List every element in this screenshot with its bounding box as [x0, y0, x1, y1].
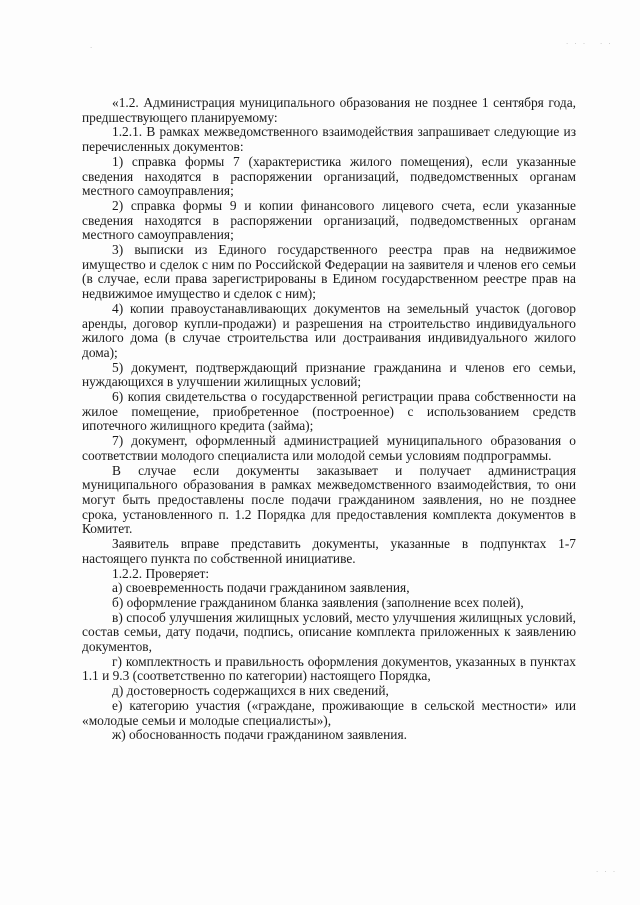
paragraph-1-2-1: 1.2.1. В рамках межведомственного взаимодействия запрашивает следующие из перечисленных документов: — [82, 124, 576, 155]
scan-artifact: · · · — [596, 868, 618, 876]
check-item-g: г) комплектность и правильность оформления документов, указанных в пунктах 1.1 и 9.3 (соответственно по категории) настоящего Порядка, — [82, 653, 576, 684]
list-item-6: 6) копия свидетельства о государственной регистрации права собственности на жилое помещение, приобретенное (построенное) с использованием средств ипотечного жилищного кредита (займа); — [82, 389, 576, 434]
scan-artifact: · · — [600, 40, 613, 48]
document-body — [82, 96, 576, 743]
check-item-a: а) своевременность подачи гражданином заявления, — [112, 580, 410, 596]
scan-artifact: · · · — [566, 40, 588, 48]
list-item-4: 4) копии правоустанавливающих документов на земельный участок (договор аренды, договор купли-продажи) и разрешения на строительство индивидуального жилого дома (в случае строительства или достраивания индивидуального жилого дома); — [82, 300, 576, 360]
list-item-5: 5) документ, подтверждающий признание гражданина и членов его семьи, нуждающихся в улучшении жилищных условий; — [82, 359, 576, 390]
paragraph-1-2-2: 1.2.2. Проверяет: — [112, 565, 210, 581]
paragraph-1-2: «1.2. Администрация муниципального образования не позднее 1 сентября года, предшествующего планируемому: — [82, 95, 576, 125]
scan-artifact: · — [90, 44, 95, 52]
check-item-zh: ж) обоснованность подачи гражданином заявления. — [112, 727, 407, 743]
paragraph-applicant-right: Заявитель вправе представить документы, указанные в подпунктах 1-7 настоящего пункта по собственной инициативе. — [82, 536, 576, 566]
list-item-1: 1) справка формы 7 (характеристика жилого помещения), если указанные сведения находятся в распоряжении организаций, подведомственных органам местного самоуправления; — [82, 153, 576, 199]
list-item-2: 2) справка формы 9 и копии финансового лицевого счета, если указанные сведения находятся в распоряжении организаций, подведомственных органам местного самоуправления; — [82, 197, 576, 243]
check-item-d: д) достоверность содержащихся в них сведений, — [112, 683, 389, 699]
paragraph-interagency: В случае если документы заказывает и получает администрация муниципального образования в рамках межведомственного взаимодействия, то они могут быть предоставлены после подачи гражданином заявления, но не позднее срока, установленного п. 1.2 Порядка для предоставления комплекта документов в Комитет. — [82, 462, 576, 537]
check-item-e: е) категорию участия («граждане, проживающие в сельской местности» или «молодые семьи и молодые специалисты»), — [82, 697, 576, 728]
check-item-b: б) оформление гражданином бланка заявления (заполнение всех полей), — [112, 594, 524, 610]
list-item-7: 7) документ, оформленный администрацией муниципального образования о соответствии молодого специалиста или молодой семьи условиям подпрограммы. — [82, 433, 576, 463]
list-item-3: 3) выписки из Единого государственного реестра прав на недвижимое имущество и сделок с ним по Российской Федерации на заявителя и членов его семьи (в случае, если права зарегистрированы в Едином государственном реестре прав на недвижимое имущество и сделок с ним); — [82, 242, 576, 302]
check-item-v: в) способ улучшения жилищных условий, место улучшения жилищных условий, состав семьи, дату подачи, подпись, описание комплекта приложенных к заявлению документов, — [82, 609, 576, 655]
